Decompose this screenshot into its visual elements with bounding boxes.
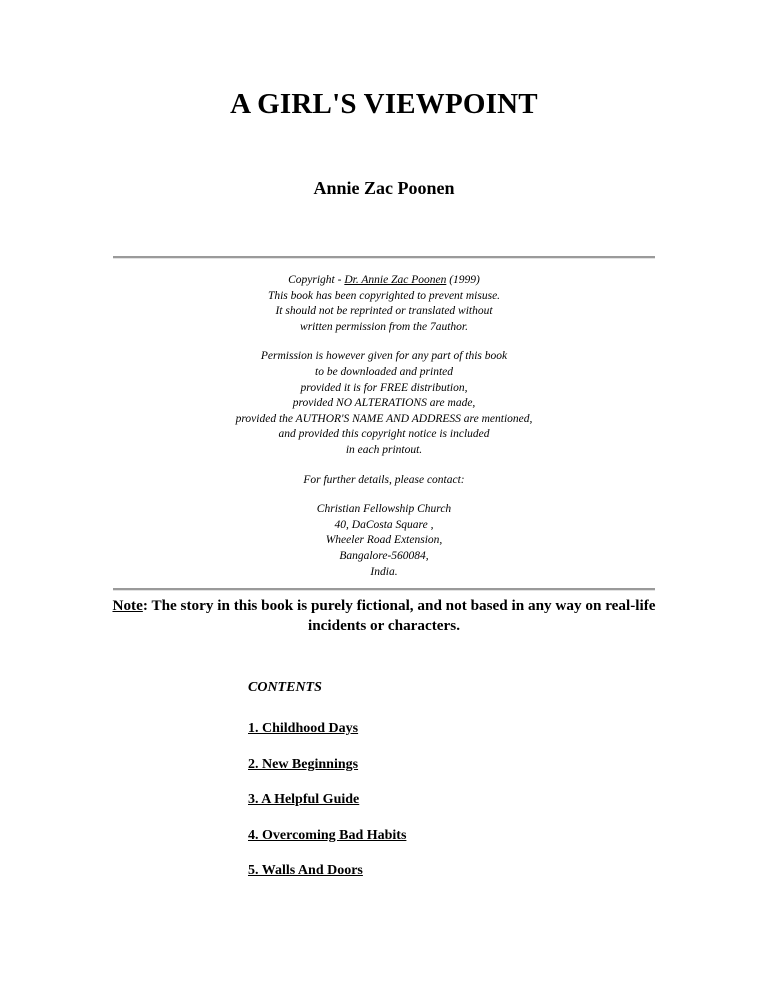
fiction-note (110, 596, 658, 636)
copyright-notice (0, 273, 768, 580)
copyright-prefix: Copyright - (288, 274, 345, 286)
toc-link-childhood-days[interactable]: 1. Childhood Days (248, 721, 359, 736)
address-line: Wheeler Road Extension, (325, 534, 443, 547)
permission-line: Permission is however given for any part of this book (260, 350, 508, 363)
permission-line: in each printout. (345, 443, 423, 456)
contents-heading: CONTENTS (248, 680, 322, 695)
toc-link-overcoming-bad-habits[interactable]: 4. Overcoming Bad Habits (248, 827, 407, 843)
toc-link-new-beginnings[interactable]: 2. New Beginnings (248, 756, 359, 772)
permission-line: provided it is for FREE distribution, (300, 381, 468, 394)
permission-line: provided NO ALTERATIONS are made, (292, 397, 476, 410)
copyright-text-line: It should not be reprinted or translated without (275, 305, 493, 318)
address-line: Christian Fellowship Church (316, 503, 452, 516)
permission-line: and provided this copyright notice is included (278, 428, 490, 441)
divider-top (113, 256, 655, 259)
document-title: A GIRL'S VIEWPOINT (230, 88, 538, 120)
copyright-text-line: written permission from the 7author. (300, 320, 468, 333)
note-label: Note (112, 597, 143, 614)
address-line: 40, DaCosta Square , (334, 518, 434, 531)
author-name: Annie Zac Poonen (313, 178, 455, 198)
permission-line: to be downloaded and printed (315, 365, 453, 378)
copyright-paragraph (0, 273, 768, 335)
copyright-year: (1999) (446, 274, 480, 286)
address-line: Bangalore-560084, (339, 549, 429, 562)
permission-line: provided the AUTHOR'S NAME AND ADDRESS are mentioned, (235, 412, 533, 425)
toc-link-walls-and-doors[interactable]: 5. Walls And Doors (248, 863, 363, 878)
contact-intro-paragraph (0, 473, 768, 489)
toc-link-a-helpful-guide[interactable]: 3. A Helpful Guide (248, 792, 360, 807)
note-text: : The story in this book is purely fictional, and not based in any way on real-life incidents or characters. (142, 597, 656, 634)
address-block (0, 502, 768, 580)
contact-intro: For further details, please contact: (303, 473, 465, 486)
copyright-text-line: This book has been copyrighted to prevent misuse. (267, 289, 501, 302)
permission-paragraph (0, 349, 768, 458)
author-link[interactable]: Dr. Annie Zac Poonen (344, 274, 447, 286)
divider-bottom (113, 588, 655, 591)
table-of-contents (248, 679, 406, 898)
copyright-line (0, 273, 768, 289)
address-line: India. (370, 565, 398, 578)
contents-list (248, 720, 406, 880)
